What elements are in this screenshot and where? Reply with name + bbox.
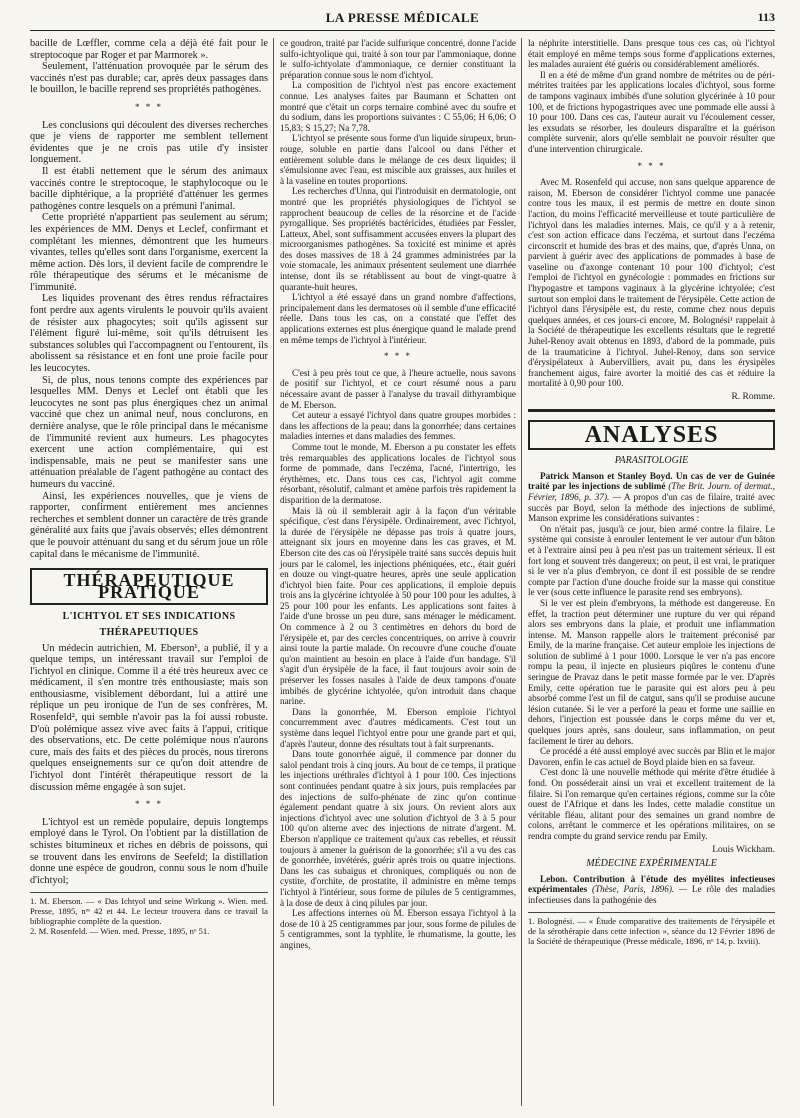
rubric-parasitologie: PARASITOLOGIE: [614, 455, 689, 467]
author-signature: Louis Wickham.: [712, 844, 775, 855]
paragraph: Cette propriété n'appartient pas seulement au sérum; les expériences de MM. Denys et Leclef, confirmant et complétant les miennes, démontrent que les humeurs vivantes, telles qu'elles sont dans l'organisme, exercent la même action. Dès lors, il devient facile de comprendre le rôle thérapeutique des sérums et le mécanisme de l'immunité.: [30, 212, 268, 293]
paragraph: A propos d'un cas de filaire, traité avec succès par Boyd, selon la méthode des injections de sublimé, Manson exprime les considérations suivantes :: [528, 491, 775, 524]
paragraph: Avec M. Rosenfeld qui accuse, non sans quelque apparence de raison, M. Eberson de considérer l'ichtyol comme une panacée contre tous les maux, il est permis de mettre en doute sinon l'action, du moins l'efficacité merveilleuse et toute particulière de l'ichtyol dans les maladies internes. Mais, ce qu'il y a à retenir, c'est son action efficace dans l'eczéma, et surtout dans l'eczéma circonscrit et humide des bras et des mains, que, d'après Unna, on parvient à guérir avec des applications de pommades à base de vaseline ou d'axonge contenant 10 pour 100 d'ichtyol; c'est l'emploi de l'ichtyol en gynécologie : pommades en frictions sur l'hypogastre et tampons vaginaux à la glycérine ichtyolée; c'est surtout son emploi dans le traitement de l'érysipèle. Cette action de l'ichtyol dans l'érysipèle est, du reste, comme chez nous depuis quelques années, et ces jours-ci encore, M. Bolognési¹ rappelait à la Société de thérapeutique les excellents résultats que le regretté Juhel-Renoy avait obtenus en 1893, d'abord de la pommade, puis de la traumaticine à l'ichtyol. Juhel-Renoy, dans son service d'érysipélateux à Aubervilliers, avait pu, dans les érysipèles franchement aigus, faire avorter la moitié des cas et réduire la mortalité à 0,90 pour 100.: [528, 177, 775, 389]
rubric-medecine-experimentale: MÉDECINE EXPÉRIMENTALE: [586, 858, 717, 870]
paragraph: bacille de Lœffler, comme cela a déjà été fait pour le streptocoque par Roger et par Marmorek ».: [30, 38, 268, 61]
paragraph: C'est à peu près tout ce que, à l'heure actuelle, nous savons de positif sur l'ichtyol, et ce court résumé nous a paru nécessaire avant de passer à l'analyse du travail dithyrambique de M. Eberson.: [280, 367, 516, 410]
footnote: 1. Bolognési. — « Étude comparative des traitements de l'érysipèle et de la sérothérapie dans cette infection », séance du 12 Février 1896 de la Société de thérapeutique (Presse médicale, 1896, nᵒ 14, p. lxviii).: [528, 915, 775, 946]
analysis-reference: (The Brit. Journ. of dermat., Février, 1896, p. 37). —: [528, 481, 775, 502]
section-heading-therapeutique: THÉRAPEUTIQUE PRATIQUE: [30, 568, 268, 605]
paragraph: Seulement, l'atténuation provoquée par le sérum des vaccinés n'est pas durable; car, après deux passages dans le bouillon, le bacille reprend ses propriétés pathogènes.: [30, 61, 268, 96]
paragraph: La composition de l'ichtyol n'est pas encore exactement connue. Les analyses faites par Baumann et Schatten ont montré que c'était un corps ternaire combiné avec du soufre et du sodium, dans les proportions suivantes : C 55,06; H 6,06; O 15,83; S 15,27; Na 7,78.: [280, 80, 516, 133]
paragraph: L'ichtyol est un remède populaire, depuis longtemps employé dans le Tyrol. On l'obtient par la distillation de schistes bitumineux et riches en débris de poissons, qui se trouvent dans les environs de Seefeld; la distillation donne une espèce de goudron, connu sous le nom d'huile d'ichtyol;: [30, 816, 268, 886]
paragraph: L'ichtyol se présente sous forme d'un liquide sirupeux, brun-rouge, soluble en partie dans l'alcool ou dans l'éther et entièrement soluble dans le mélange de ces deux liquides; il s'émulsionne avec l'eau, est miscible aux graisses, aux huiles et à la vaseline en toutes proportions.: [280, 133, 516, 186]
paragraph: Le rôle des maladies infectieuses dans la pathogénie des: [528, 884, 776, 905]
paragraph: L'ichtyol a été essayé dans un grand nombre d'affections, principalement dans les dermatoses où il semble d'une efficacité réelle. Dans tous les cas, on a constaté que l'effet des applications externes est plus énergique quand le malade prend en même temps de l'ichtyol à l'intérieur.: [280, 292, 516, 345]
column-right: [528, 38, 775, 946]
footnote: 2. M. Rosenfeld. — Wien. med. Presse, 1895, nᵒ 51.: [30, 926, 210, 937]
analysis-title: Patrick Manson et Stanley Boyd. Un cas de ver de Guinée traité par les injections de sublimé: [528, 470, 775, 492]
paragraph: Les conclusions qui découlent des diverses recherches que je viens de rapporter me semblent tellement évidentes que je ne crois pas utile d'y insister longuement.: [30, 119, 268, 166]
section-separator: * * *: [135, 799, 163, 810]
paragraph: Mais là où il semblerait agir à la façon d'un véritable spécifique, c'est dans l'érysipèle. Ordinairement, avec l'ichtyol, la durée de l'érysipèle ne dépasse pas trois à quatre jours, atteignant six jours en moyenne dans les cas graves, et M. Eberson cite des cas où l'érysipèle traité sans succès depuis huit jours par le calomel, les injections phéniquées, etc., était guéri en douze ou vingt-quatre heures, après une seule application d'ichtyol bien faite. Pour ces applications, il emploie depuis trois ans la glycérine ichtyolée à 50 pour 100 pour les adultes, à 25 pour 100 pour les enfants. Les applications sont faites à l'aide d'une brosse un peu dure, sans ménager le médicament. On commence à 2 ou 3 centimètres en dehors du bord de l'érysipèle et, par des cercles concentriques, on arrive à couvrir ainsi toute la partie malade. On recouvre d'une couche d'ouate qu'on maintient au besoin en place à l'aide d'un bandage. S'il s'agit d'un érysipèle de la face, il faut toujours avoir soin de préserver les fosses nasales à l'aide de deux tampons d'ouate imbibés de glycérine ichtyolée, qu'on introduit dans chaque narine.: [280, 505, 516, 707]
divider: [528, 409, 775, 412]
paragraph: la néphrite interstitielle. Dans presque tous ces cas, où l'ichtyol était employé en même temps sous forme d'applications externes, les malades auraient été guéris ou considérablement améliorés.: [528, 38, 775, 70]
paragraph: Les affections internes où M. Eberson essaya l'ichtyol à la dose de 10 à 25 centigrammes par jour, sous forme de pilules de 5 centigrammes, sont la typhlite, le rhumatisme, la goutte, les angines,: [280, 908, 516, 950]
paragraph: Un médecin autrichien, M. Eberson¹, a publié, il y a quelque temps, un intéressant travail sur l'emploi de l'ichtyol en clinique. Comme il a été très heureux avec ce médicament, il s'en montre très enthousiaste; mais son enthousiasme, visiblement débordant, lui a attiré une réplique un peu ironique de l'un de ses confrères, M. Rosenfeld², qui semble n'avoir pas la foi aussi robuste. D'où polémique assez vive avec faits à l'appui, critique des observations, etc. De cette polémique nous n'aurons cure, mais des faits et des pièces du procès, nous tirerons quelques enseignements sur ce qu'on doit attendre de l'ichtyol dont l'intérêt thérapeutique ressort de la discussion même engagée à son sujet.: [30, 642, 268, 793]
section-heading-analyses: ANALYSES: [528, 420, 775, 451]
paragraph: On n'était pas, jusqu'à ce jour, bien armé contre la filaire. Le système qui consiste à enrouler lentement le ver autour d'un bâton et à l'extraire ainsi peu à peu n'est pas un traitement sérieux. Il est fort long et souvent très dangereux; on peut, il est vrai, le pratiquer si le ver n'a plus d'embryon, ce dont il est possible de se rendre compte par l'action d'une douche froide sur la masse qui constitue le ver (sous cette influence le parasite rend ses embryons).: [528, 523, 775, 598]
paragraph: ce goudron, traité par l'acide sulfurique concentré, donne l'acide sulfo-ichtyolique qui, traité à son tour par l'ammoniaque, donne le sulfo-ichtyolate d'ammoniaque, ce dernier constituant la préparation connue sous le nom d'ichtyol.: [280, 38, 516, 80]
footnote: 1. M. Eberson. — « Das Ichtyol und seine Wirkung ». Wien. med. Presse, 1895, nᵒˢ 42 et 44. Le lecteur trouvera dans ce travail la bibliographie complète de la question.: [30, 896, 268, 927]
page-header: [30, 10, 775, 31]
paragraph: Cet auteur a essayé l'ichtyol dans quatre groupes morbides : dans les affections de la peau; dans la gonorrhée; dans certaines maladies internes et dans maladies des femmes.: [280, 410, 516, 442]
paragraph: Dans toute gonorrhée aiguë, il commence par donner du salol pendant trois à cinq jours. Au bout de ce temps, il pratique les injections uréthrales d'ichtyol à 1 pour 100. Ces injections sont continuées pendant quatre à six jours, puis remplacées par des injections de sulfo-phénate de zinc qu'on continue également pendant quatre à six jours. On revient alors aux injections d'ichtyol avec une solution d'ichtyol de 3 à 5 pour 100 qu'on alterne avec des injections de nitrate d'argent. M. Eberson n'applique ce traitement qu'aux cas rebelles, et réussit toujours à amener la guérison de la gonorrhée; s'il a vu des cas de gonorrhée, invétérés, guérir après trois ou quatre injections. Dans les cas subaigus et chroniques, compliqués ou non de cystite, d'orchite, de prostatite, il administre en même temps l'ichtyol à l'intérieur, sous forme de pilules de 5 centigrammes, à la dose de deux à cinq pilules par jour.: [280, 749, 516, 908]
column-left: [30, 38, 268, 936]
column-rule-right: [521, 38, 522, 1106]
section-separator: * * *: [135, 101, 163, 112]
column-middle: [280, 38, 516, 950]
section-separator: * * *: [384, 351, 412, 362]
article-subtitle: THÉRAPEUTIQUES: [99, 626, 199, 638]
paragraph: Les recherches d'Unna, qui l'introduisit en dermatologie, ont montré que les propriétés physiologiques de l'ichtyol se rapprochent beaucoup de celles de la résorcine et de l'acide pyrogallique. Ses propriétés bactéricides, étudiées par Fessler, Latteux, Abel, sont suffisamment accusées envers la plupart des microorganismes pathogènes. Sa toxicité est minime et après des doses massives de 18 à 24 grammes administrées par la voie stomacale, les animaux présentent seulement une diarrhée intense, dont ils se rétablissent au bout de vingt-quatre à quarante-huit heures.: [280, 186, 516, 292]
footnotes: [528, 912, 775, 946]
journal-title: LA PRESSE MÉDICALE: [325, 10, 480, 25]
author-signature: R. Romme.: [731, 392, 775, 402]
paragraph: Ainsi, les expériences nouvelles, que je viens de rapporter, confirment entièrement mes anciennes recherches et semblent donner un caractère de très grande généralité aux faits que j'avais observés; elles démontrent que le pouvoir atténuant du sang et du sérum joue un rôle capital dans le mécanisme de l'immunité.: [30, 490, 268, 560]
paragraph: C'est donc là une nouvelle méthode qui mérite d'être étudiée à fond. On posséderait ainsi un vrai et excellent traitement de la filaire. Si l'on remarque qu'en certaines régions, comme sur la côte ouest de l'Afrique et dans les Indes, cette maladie constitue un véritable fléau, alitant pour des semaines un grand nombre de colons, arrêtant le commerce et les opérations militaires, on se rendra compte du grand service rendu par Emily.: [528, 767, 775, 841]
paragraph: Comme tout le monde, M. Eberson a pu constater les effets très remarquables des applications locales de l'ichtyol sous forme de pommade, dans l'eczéma, l'acné, l'intertrigo, les érythèmes, etc. Dans tous ces cas, l'ichtyol agit comme résorbant, résolutif, calmant et amène parfois très rapidement la disparition de la dermatose.: [280, 441, 516, 505]
article-title: L'ICHTYOL ET SES INDICATIONS: [62, 611, 236, 623]
analysis-reference: (Thèse, Paris, 1896). —: [591, 884, 688, 895]
paragraph: Les liquides provenant des êtres rendus réfractaires font perdre aux agents virulents le pouvoir qu'ils avaient de résister aux phagocytes; soit qu'ils agissent sur l'élément figuré lui-même, soit qu'ils détruisent les substances solubles qui l'accompagnent ou l'entourent, ils abolissent sa résistance et en font une proie facile pour les leucocytes.: [30, 293, 268, 375]
analysis-title: Lebon. Contribution à l'étude des myélites infectieuses expérimentales: [528, 873, 775, 895]
paragraph: Si le ver est plein d'embryons, la méthode est dangereuse. En effet, la traction peut déterminer une rupture du ver qui répand alors ses embryons dans la plaie, et produit une inflammation intense. M. Manson rappelle alors le traitement préconisé par Emily, de la marine française. Cet auteur emploie les injections de solution de sublimé à 1 pour 1000. Lorsque le ver n'a pas encore rompu la peau, il injecte en plusieurs piqûres le contenu d'une seringue de Pravaz dans le petit masse formée par le ver. D'après Emily, cette opération tue le parasite qui est alors peu à peu absorbé comme l'est un fil de catgut, sans qu'il se produise aucune lésion cutanée. Si le ver a perforé la peau et forme une saillie en dehors, l'injection est poussée dans le corps même du ver et, quelques jours après, sans douleur, sans inflammation, on peut facilement le tirer au dehors.: [528, 597, 775, 746]
paragraph: Il est établi nettement que le sérum des animaux vaccinés contre le streptocoque, le staphylocoque ou le bacille diphtérique, a la propriété d'atténuer les germes pathogènes contre lesquels on a prémuni l'animal.: [30, 165, 268, 212]
paragraph: Ce procédé a été aussi employé avec succès par Blin et le major Davoren, enfin le cas actuel de Boyd plaide bien en sa faveur.: [528, 746, 775, 767]
page-number: 113: [757, 10, 775, 24]
footnotes: [30, 892, 268, 936]
paragraph: Dans la gonorrhée, M. Eberson emploie l'ichtyol concurremment avec d'autres médicaments. C'est tout un système dans lequel l'ichtyol entre pour une grande part et qui, d'après l'auteur, donne des résultats tout à fait surprenants.: [280, 706, 516, 749]
section-separator: * * *: [637, 160, 666, 171]
column-rule-left: [273, 38, 274, 1106]
paragraph: Si, de plus, nous tenons compte des expériences par lesquelles MM. Denys et Leclef ont établi que les leucocytes ne sont pas plus énergiques chez un animal vacciné que chez un animal neuf, nous conclurons, en dernière analyse, que le rôle principal dans le mécanisme de l'immunité revient aux humeurs. Les phagocytes exercent une action complémentaire, qui est indispensable, mais ne peut se manifester sans une atténuation préalable de l'agent pathogène au contact des humeurs du vacciné.: [30, 374, 268, 490]
paragraph: Il en a été de même d'un grand nombre de métrites ou de péri-métrites traitées par les applications locales d'ichtyol, sous forme de tampons vaginaux imbibés d'une solution glycérinée à 10 pour 100, et de frictions hypogastriques avec une pommade elle aussi à 10 pour 100. Dans ces cas, l'auteur aurait vu l'écoulement cesser, les exsudats se résorber, les douleurs disparaître et la guérison complète survenir, alors qu'elle semblait ne pouvoir résulter que d'une intervention chirurgicale.: [528, 69, 775, 154]
